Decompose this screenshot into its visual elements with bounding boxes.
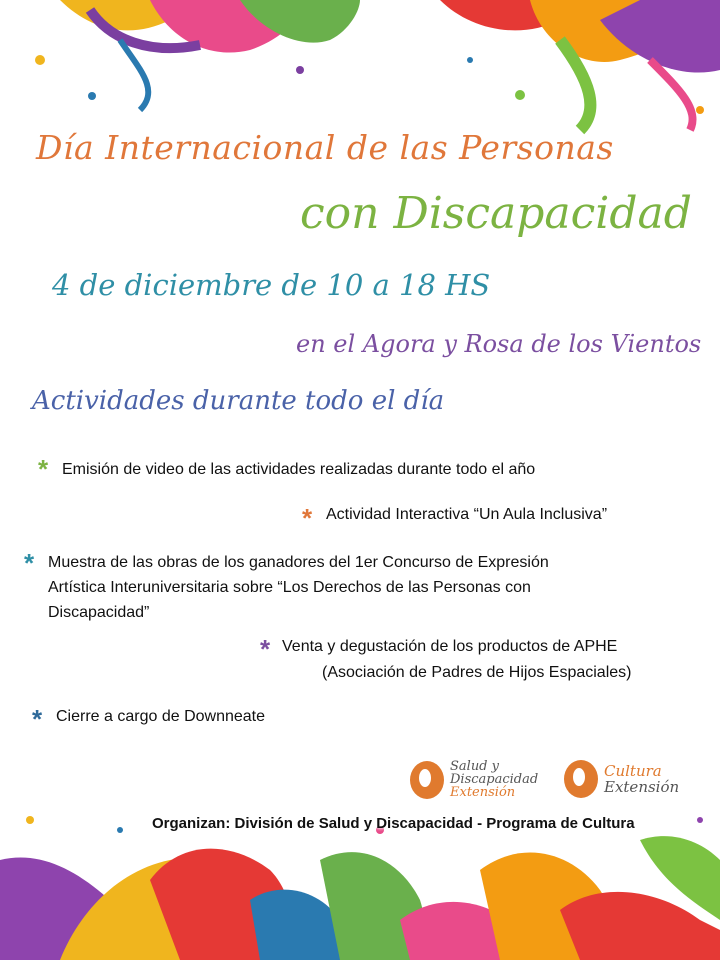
logo-mark-icon [410, 761, 444, 799]
bullet-star-icon: * [32, 704, 43, 734]
activity-item-continued: Artística Interuniversitaria sobre “Los Derechos de las Personas con [48, 579, 531, 596]
cultura-extension-logo [564, 760, 679, 798]
activity-item: Emisión de video de las actividades realizadas durante todo el año [62, 461, 536, 478]
logo-mark-icon [564, 760, 598, 798]
paint-splash-top [0, 0, 720, 140]
activity-item: Venta y degustación de los productos de APHE [282, 638, 618, 655]
activity-item-continued: Discapacidad” [48, 604, 150, 621]
bullet-star-icon: * [260, 634, 271, 664]
logo-salud-line: Salud y [450, 759, 499, 774]
event-date: 4 de diciembre de 10 a 18 HS [52, 268, 491, 302]
logo-discapacidad-line: Discapacidad [450, 772, 539, 787]
bullet-star-icon: * [38, 454, 49, 484]
salud-discapacidad-logo [410, 760, 538, 799]
activities-heading: Actividades durante todo el día [32, 386, 445, 416]
title-line-1: Día Internacional de las Personas [36, 128, 614, 167]
activity-item: Muestra de las obras de los ganadores del 1er Concurso de Expresión [48, 554, 549, 571]
logo-cultura-line: Cultura [604, 762, 662, 780]
activity-item: Actividad Interactiva “Un Aula Inclusiva” [326, 506, 608, 523]
bullet-star-icon: * [302, 503, 313, 533]
title-line-2: con Discapacidad [300, 188, 692, 239]
organizers-credit: Organizan: División de Salud y Discapacidad - Programa de Cultura [152, 815, 635, 832]
logo-extension-line: Extensión [450, 785, 516, 800]
bullet-star-icon: * [24, 548, 35, 578]
event-place: en el Agora y Rosa de los Vientos [296, 330, 702, 358]
logo-extension-line: Extensión [604, 778, 680, 796]
activity-item-continued: (Asociación de Padres de Hijos Espaciales) [322, 664, 632, 681]
activity-item: Cierre a cargo de Downneate [56, 708, 266, 725]
